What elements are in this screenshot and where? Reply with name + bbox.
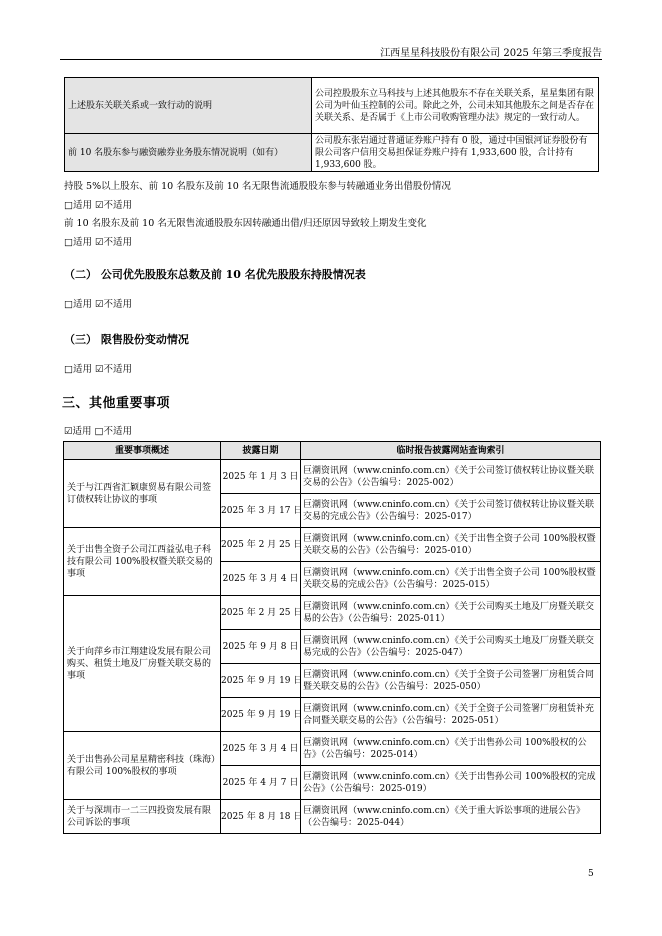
applicability-option: □适用 ☑不适用	[64, 200, 133, 211]
announcement-index: 巨潮资讯网（www.cninfo.com.cn）《关于公司购买土地及厂房暨关联交易的公告》（公告编号：2025-011）	[301, 596, 601, 630]
disclosure-date: 2025 年 2 月 25 日	[221, 528, 301, 562]
event-summary: 关于与江西省汇颖康贸易有限公司签订债权转让协议的事项	[64, 460, 221, 528]
part-title-other-matters: 三、其他重要事项	[62, 396, 171, 411]
section-title-restricted-shares: （三） 限售股份变动情况	[64, 333, 189, 346]
table-row	[65, 134, 599, 172]
note-label: 上述股东关联关系或一致行动的说明	[65, 78, 312, 134]
applicability-option: □适用 ☑不适用	[64, 299, 133, 310]
header-divider	[60, 59, 602, 60]
table-row	[64, 528, 601, 562]
shareholder-notes-table	[64, 77, 599, 172]
announcement-index: 巨潮资讯网（www.cninfo.com.cn）《关于重大诉讼事项的进展公告》（公告编号：2025-044）	[301, 800, 601, 834]
event-summary: 关于与深圳市一二三四投资发展有限公司诉讼的事项	[64, 800, 221, 834]
table-row	[64, 460, 601, 494]
disclosure-date: 2025 年 1 月 3 日	[221, 460, 301, 494]
event-summary: 关于向萍乡市江翔建设发展有限公司购买、租赁土地及厂房暨关联交易的事项	[64, 596, 221, 732]
disclosure-date: 2025 年 9 月 8 日	[221, 630, 301, 664]
table-row	[65, 78, 599, 134]
important-events-table	[63, 441, 601, 834]
table-row	[64, 800, 601, 834]
announcement-index: 巨潮资讯网（www.cninfo.com.cn）《关于出售全资子公司 100%股权暨关联交易的公告》（公告编号：2025-010）	[301, 528, 601, 562]
event-summary: 关于出售孙公司星星精密科技（珠海）有限公司 100%股权的事项	[64, 732, 221, 800]
note-value: 公司股东张岩通过普通证券账户持有 0 股，通过中国银河证券股份有限公司客户信用交易担保证券账户持有 1,933,600 股，合计持有 1,933,600 股。	[312, 134, 599, 172]
applicability-option: □适用 ☑不适用	[64, 364, 133, 375]
table-header-row	[64, 442, 601, 460]
event-summary: 关于出售全资子公司江西益弘电子科技有限公司 100%股权暨关联交易的事项	[64, 528, 221, 596]
column-header: 披露日期	[221, 442, 301, 460]
disclosure-date: 2025 年 8 月 18 日	[221, 800, 301, 834]
column-header: 临时报告披露网站查询索引	[301, 442, 601, 460]
disclosure-date: 2025 年 9 月 19 日	[221, 698, 301, 732]
report-header: 江西星星科技股份有限公司 2025 年第三季度报告	[380, 48, 602, 59]
announcement-index: 巨潮资讯网（www.cninfo.com.cn）《关于全资子公司签署厂房租赁补充合同暨关联交易的公告》（公告编号：2025-051）	[301, 698, 601, 732]
announcement-index: 巨潮资讯网（www.cninfo.com.cn）《关于公司签订债权转让协议暨关联交易的完成公告》（公告编号：2025-017）	[301, 494, 601, 528]
disclosure-date: 2025 年 3 月 4 日	[221, 562, 301, 596]
announcement-index: 巨潮资讯网（www.cninfo.com.cn）《关于出售孙公司 100%股权的公告》（公告编号：2025-014）	[301, 732, 601, 766]
page-number: 5	[588, 869, 594, 879]
disclosure-date: 2025 年 9 月 19 日	[221, 664, 301, 698]
note-label: 前 10 名股东参与融资融券业务股东情况说明（如有）	[65, 134, 312, 172]
announcement-index: 巨潮资讯网（www.cninfo.com.cn）《关于公司签订债权转让协议暨关联交易的公告》（公告编号：2025-002）	[301, 460, 601, 494]
announcement-index: 巨潮资讯网（www.cninfo.com.cn）《关于出售全资子公司 100%股权暨关联交易的完成公告》（公告编号：2025-015）	[301, 562, 601, 596]
column-header: 重要事项概述	[64, 442, 221, 460]
disclosure-date: 2025 年 4 月 7 日	[221, 766, 301, 800]
table-row	[64, 732, 601, 766]
disclosure-date: 2025 年 2 月 25 日	[221, 596, 301, 630]
section-title-preferred-shares: （二） 公司优先股股东总数及前 10 名优先股股东持股情况表	[64, 268, 366, 281]
disclosure-date: 2025 年 3 月 17 日	[221, 494, 301, 528]
note-value: 公司控股股东立马科技与上述其他股东不存在关联关系，星星集团有限公司为叶仙玉控制的公司。除此之外，公司未知其他股东之间是否存在关联关系、是否属于《上市公司收购管理办法》规定的一致行动人。	[312, 78, 599, 134]
securities-lending-line: 持股 5%以上股东、前 10 名股东及前 10 名无限售流通股股东参与转融通业务出借股份情况	[64, 181, 451, 192]
announcement-index: 巨潮资讯网（www.cninfo.com.cn）《关于全资子公司签署厂房租赁合同暨关联交易的公告》（公告编号：2025-050）	[301, 664, 601, 698]
announcement-index: 巨潮资讯网（www.cninfo.com.cn）《关于出售孙公司 100%股权的完成公告》（公告编号：2025-019）	[301, 766, 601, 800]
securities-lending-change-line: 前 10 名股东及前 10 名无限售流通股股东因转融通出借/归还原因导致较上期发生变化	[64, 218, 427, 229]
table-row	[64, 596, 601, 630]
disclosure-date: 2025 年 3 月 4 日	[221, 732, 301, 766]
applicability-option: □适用 ☑不适用	[64, 237, 133, 248]
applicability-option: ☑适用 □不适用	[64, 426, 133, 437]
announcement-index: 巨潮资讯网（www.cninfo.com.cn）《关于公司购买土地及厂房暨关联交易完成的公告》（公告编号：2025-047）	[301, 630, 601, 664]
